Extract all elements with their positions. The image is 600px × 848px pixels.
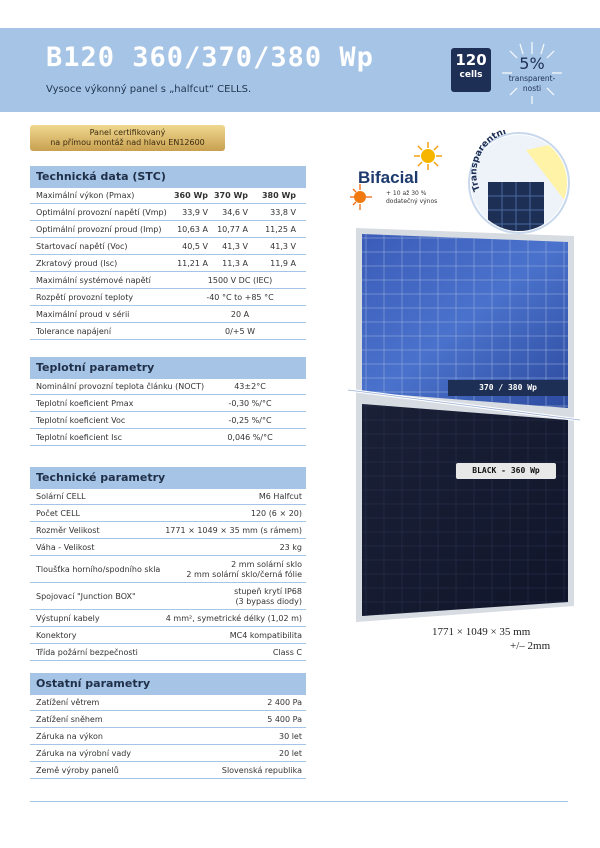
table-row: Teplotní koeficient Voc -0,25 %/°C — [30, 413, 306, 429]
section-title-technical: Technické parametry — [30, 467, 306, 489]
section-title-stc: Technická data (STC) — [30, 166, 306, 188]
table-row: Počet CELL 120 (6 × 20) — [30, 506, 306, 522]
section-title-thermal: Teplotní parametry — [30, 357, 306, 379]
solar-panel-illustration — [348, 224, 580, 628]
table-row: Záruka na výrobní vady 20 let — [30, 746, 306, 762]
cells-unit: cells — [459, 70, 483, 80]
cells-badge — [451, 48, 491, 92]
sunburst-icon — [500, 40, 564, 106]
table-row: Výstupní kabely 4 mm², symetrické délky (1,02 m) — [30, 611, 306, 627]
label-370-380: 370 / 380 Wp — [448, 380, 568, 396]
table-row: Tolerance napájení 0/+5 W — [30, 324, 306, 340]
table-row: Konektory MC4 kompatibilita — [30, 628, 306, 644]
page-subtitle: Vysoce výkonný panel s „halfcut“ CELLS. — [46, 84, 252, 95]
table-row: Nominální provozní teplota článku (NOCT) 43±2°C — [30, 379, 306, 395]
transparent-illustration — [466, 130, 572, 236]
certificate-badge: Panel certifikovaný na přímou montáž nad hlavu EN12600 — [30, 125, 225, 151]
table-row: Záruka na výkon 30 let — [30, 729, 306, 745]
table-row: Zatížení větrem 2 400 Pa — [30, 695, 306, 711]
table-row: Optimální provozní proud (Imp) 10,63 A 10,77 A 11,25 A — [30, 222, 306, 238]
table-row: Třída požární bezpečnosti Class C — [30, 645, 306, 661]
section-title-other: Ostatní parametry — [30, 673, 306, 695]
table-row: Teplotní koeficient Pmax -0,30 %/°C — [30, 396, 306, 412]
footer-divider — [30, 801, 568, 802]
bifacial-note: + 10 až 30 % dodatečný výnos — [386, 190, 438, 205]
transparency-badge — [500, 40, 564, 106]
table-row: Váha - Velikost 23 kg — [30, 540, 306, 556]
table-row: Rozměr Velikost 1771 × 1049 × 35 mm (s rámem) — [30, 523, 306, 539]
table-row: Maximální výkon (Pmax) 360 Wp 370 Wp 380 Wp — [30, 188, 306, 204]
cells-count: 120 — [455, 51, 487, 69]
bifacial-logo — [350, 140, 450, 212]
table-row: Rozpětí provozní teploty -40 °C to +85 °C — [30, 290, 306, 306]
bifacial-label: Bifacial — [358, 168, 419, 187]
table-row: Zatížení sněhem 5 400 Pa — [30, 712, 306, 728]
table-row: Zkratový proud (Isc) 11,21 A 11,3 A 11,9 A — [30, 256, 306, 272]
table-row: Startovací napětí (Voc) 40,5 V 41,3 V 41,3 V — [30, 239, 306, 255]
transparent-label: Transparentní — [469, 130, 508, 193]
table-row: Solární CELL M6 Halfcut — [30, 489, 306, 505]
panel-dimensions: 1771 × 1049 × 35 mm — [432, 626, 531, 638]
transparency-label: transparent- nosti — [508, 74, 556, 93]
table-row: Země výroby panelů Slovenská republika — [30, 763, 306, 779]
table-row: Spojovací "Junction BOX" stupeň krytí IP68 (3 bypass diody) — [30, 584, 306, 610]
table-row: Maximální systémové napětí 1500 V DC (IEC) — [30, 273, 306, 289]
header-banner — [0, 28, 600, 112]
table-row: Optimální provozní napětí (Vmp) 33,9 V 34,6 V 33,8 V — [30, 205, 306, 221]
table-row: Maximální proud v sérii 20 A — [30, 307, 306, 323]
table-row: Tloušťka horního/spodního skla 2 mm solární sklo 2 mm solární sklo/černá fólie — [30, 557, 306, 583]
table-row: Teplotní koeficient Isc 0,046 %/°C — [30, 430, 306, 446]
label-black-360: BLACK - 360 Wp — [456, 463, 556, 479]
page-title: B120 360/370/380 Wp — [46, 42, 374, 73]
transparency-percent: 5% — [519, 54, 545, 73]
panel-tolerance: +/– 2mm — [510, 640, 551, 652]
